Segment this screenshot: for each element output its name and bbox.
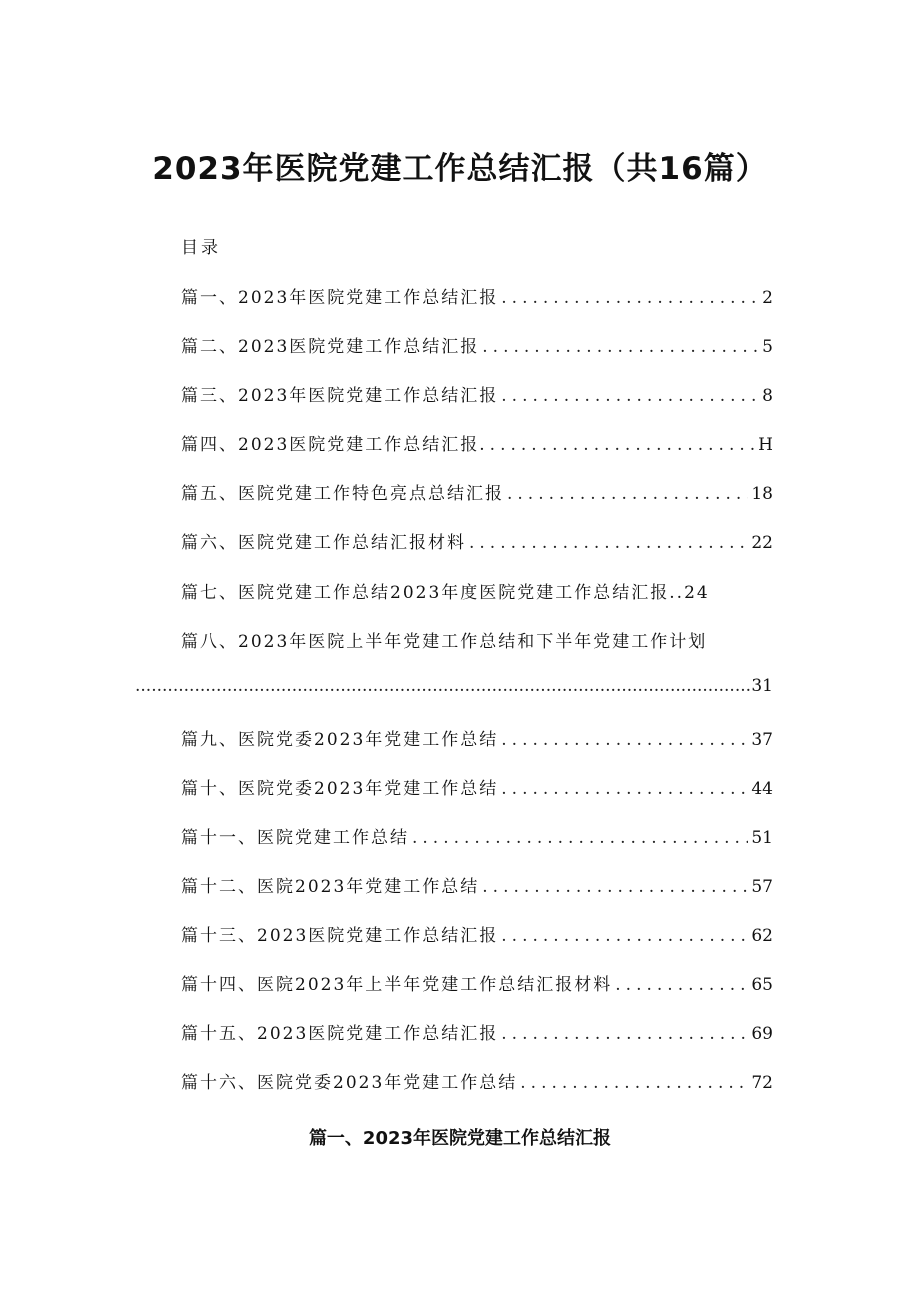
toc-entry-page: 72 — [751, 1073, 773, 1093]
toc-entry-label: 篇八、2023年医院上半年党建工作总结和下半年党建工作计划 — [181, 632, 708, 652]
toc-leader-dots — [482, 337, 759, 357]
toc-entry[interactable] — [181, 823, 773, 849]
toc-leader-dots — [501, 779, 748, 799]
toc-leader-dots — [490, 435, 756, 455]
toc-entry-label: 篇四、2023医院党建工作总结汇报. — [181, 435, 487, 455]
toc-entry-label: 篇十二、医院2023年党建工作总结 — [181, 877, 480, 897]
toc-leader-dots — [501, 926, 748, 946]
toc-entry-label: 篇一、2023年医院党建工作总结汇报 — [181, 288, 499, 308]
toc-entry[interactable] — [181, 332, 773, 358]
toc-leader-dots — [482, 877, 748, 897]
toc-entry[interactable] — [181, 430, 773, 456]
toc-entry-page: 44 — [751, 779, 773, 799]
toc-entry-page: 31 — [751, 676, 773, 696]
toc-entry[interactable] — [181, 1019, 773, 1045]
toc-leader-dots — [412, 828, 748, 848]
toc-heading: 目录 — [181, 238, 221, 258]
toc-entry-label: 篇二、2023医院党建工作总结汇报 — [181, 337, 480, 357]
toc-leader-dots — [520, 1073, 748, 1093]
toc-entry-page: 65 — [751, 975, 773, 995]
toc-entry-page: 57 — [751, 877, 773, 897]
toc-entry[interactable] — [181, 970, 773, 996]
toc-entry[interactable] — [181, 872, 773, 898]
toc-leader-dots — [501, 1024, 748, 1044]
toc-leader-dots — [615, 975, 748, 995]
toc-entry[interactable] — [181, 479, 773, 505]
toc-entry-label: 篇三、2023年医院党建工作总结汇报 — [181, 386, 499, 406]
document-title: 2023年医院党建工作总结汇报（共16篇） — [152, 151, 768, 187]
toc-entry[interactable] — [181, 528, 773, 554]
toc-entry[interactable] — [181, 381, 773, 407]
toc-leader-dots — [135, 676, 751, 696]
toc-entry-page: 51 — [751, 828, 773, 848]
toc-entry[interactable] — [181, 283, 773, 309]
toc-entry-page: 62 — [751, 926, 773, 946]
toc-leader-dots — [501, 386, 759, 406]
toc-entry-page: 2 — [762, 288, 773, 308]
toc-entry-label: 篇十一、医院党建工作总结 — [181, 828, 409, 848]
toc-leader-dots — [501, 288, 759, 308]
toc-entry[interactable] — [181, 774, 773, 800]
toc-entry-continuation[interactable] — [135, 676, 773, 702]
toc-entry-page: H — [758, 435, 773, 455]
toc-leader-dots — [469, 533, 748, 553]
toc-entry-label: 篇十三、2023医院党建工作总结汇报 — [181, 926, 499, 946]
toc-leader-dots — [507, 484, 748, 504]
toc-entry-label: 篇六、医院党建工作总结汇报材料 — [181, 533, 466, 553]
toc-entry-label: 篇七、医院党建工作总结2023年度医院党建工作总结汇报..24 — [181, 583, 710, 603]
toc-entry-label: 篇十六、医院党委2023年党建工作总结 — [181, 1073, 518, 1093]
toc-entry-page: 5 — [762, 337, 773, 357]
toc-entry[interactable] — [181, 627, 707, 652]
toc-entry-label: 篇九、医院党委2023年党建工作总结 — [181, 730, 499, 750]
toc-entry-label: 篇十四、医院2023年上半年党建工作总结汇报材料 — [181, 975, 613, 995]
toc-entry-label: 篇十、医院党委2023年党建工作总结 — [181, 779, 499, 799]
toc-entry-label: 篇五、医院党建工作特色亮点总结汇报 — [181, 484, 504, 504]
toc-entry[interactable] — [181, 578, 710, 603]
toc-entry[interactable] — [181, 725, 773, 751]
toc-entry-page: 69 — [751, 1024, 773, 1044]
toc-entry[interactable] — [181, 1068, 773, 1094]
section-heading: 篇一、2023年医院党建工作总结汇报 — [308, 1128, 612, 1149]
toc-entry[interactable] — [181, 921, 773, 947]
toc-entry-page: 18 — [751, 484, 773, 504]
toc-entry-label: 篇十五、2023医院党建工作总结汇报 — [181, 1024, 499, 1044]
toc-entry-page: 8 — [762, 386, 773, 406]
toc-entry-page: 37 — [751, 730, 773, 750]
toc-leader-dots — [501, 730, 748, 750]
toc-entry-page: 22 — [751, 533, 773, 553]
